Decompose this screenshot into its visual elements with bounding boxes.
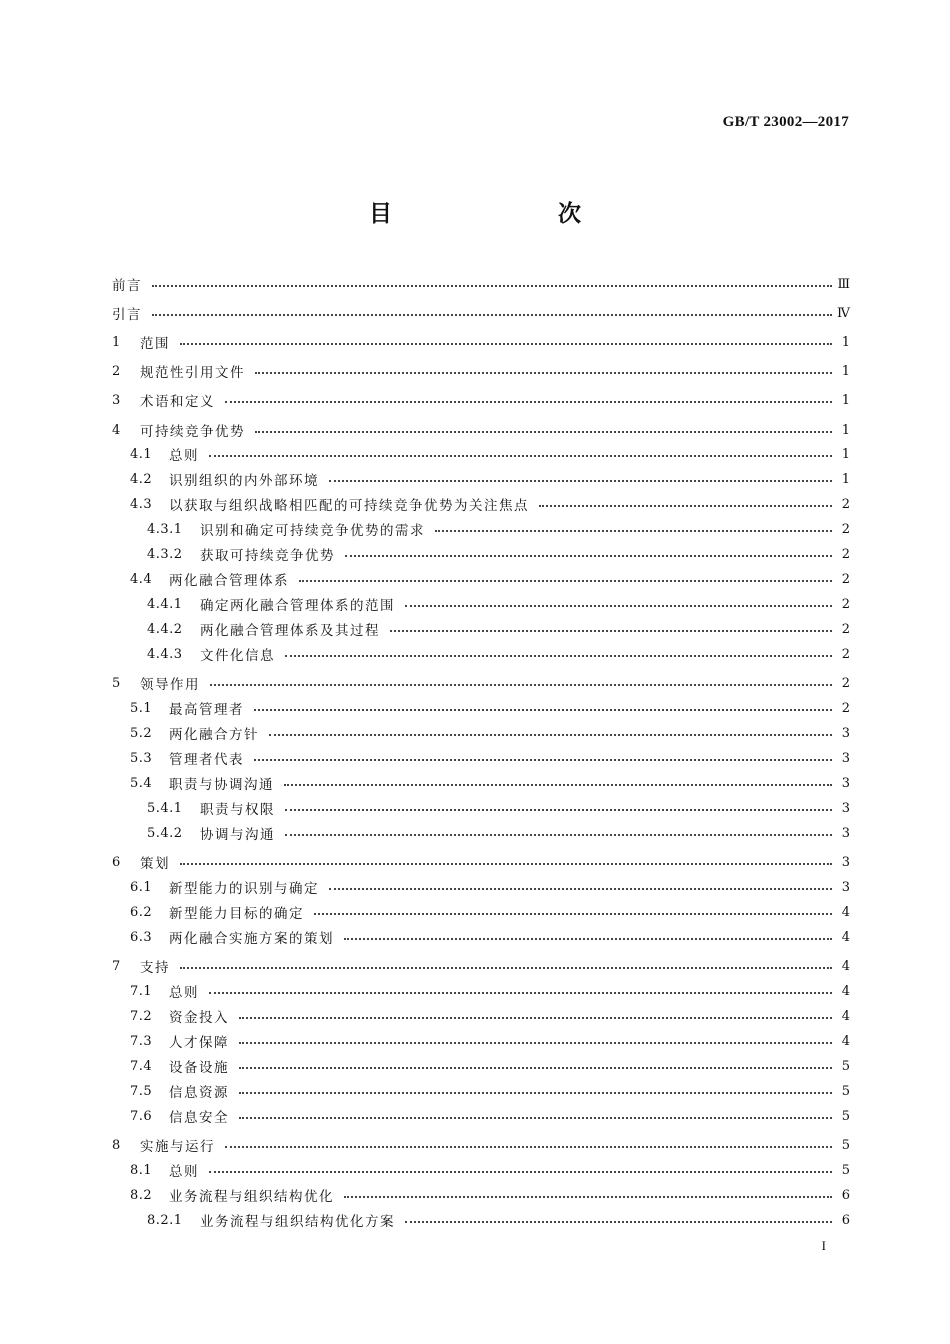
- footer-page-number: I: [821, 1238, 826, 1253]
- toc-leader-dots: [152, 314, 832, 316]
- toc-leader-dots: [239, 1067, 832, 1069]
- toc-entry-label: 管理者代表: [169, 752, 244, 768]
- toc-entry-label: 可持续竞争优势: [140, 424, 245, 440]
- toc-entry[interactable]: [112, 723, 850, 743]
- toc-entry-number: 5.1: [130, 700, 153, 716]
- toc-entry-number: 8.1: [130, 1162, 153, 1178]
- toc-entry-label: 协调与沟通: [200, 827, 275, 843]
- toc-entry-label: 信息资源: [169, 1085, 229, 1101]
- toc-entry-page: 5: [841, 1058, 850, 1074]
- toc-leader-dots: [152, 285, 832, 287]
- toc-entry[interactable]: [112, 1160, 850, 1180]
- toc-entry-number: 4.3: [130, 496, 153, 512]
- toc-entry-number: 4.4: [130, 571, 153, 587]
- toc-entry[interactable]: [112, 1210, 850, 1230]
- toc-leader-dots: [225, 401, 832, 403]
- toc-entry-page: Ⅲ: [837, 276, 850, 292]
- toc-leader-dots: [405, 1221, 832, 1223]
- toc-entry-page: 2: [841, 546, 850, 562]
- toc-entry-number: 3: [112, 392, 121, 408]
- toc-entry[interactable]: [112, 390, 850, 410]
- toc-entry-number: 5.4: [130, 775, 153, 791]
- toc-leader-dots: [255, 431, 832, 433]
- toc-entry[interactable]: [112, 748, 850, 768]
- toc-leader-dots: [405, 605, 832, 607]
- toc-entry-page: 1: [841, 363, 850, 379]
- toc-entry-page: 4: [841, 904, 850, 920]
- toc-leader-dots: [539, 505, 832, 507]
- toc-entry[interactable]: [112, 798, 850, 818]
- toc-leader-dots: [435, 530, 832, 532]
- toc-entry-number: 4.4.2: [147, 621, 183, 637]
- toc-entry-number: 2: [112, 363, 121, 379]
- toc-entry-page: 3: [841, 725, 850, 741]
- toc-entry[interactable]: [112, 361, 850, 381]
- toc-entry-label: 获取可持续竞争优势: [200, 548, 335, 564]
- toc-entry[interactable]: [112, 303, 850, 323]
- toc-entry[interactable]: [112, 332, 850, 352]
- toc-leader-dots: [269, 734, 832, 736]
- toc-entry[interactable]: [112, 1135, 850, 1155]
- toc-entry-page: 6: [841, 1187, 850, 1203]
- toc-entry-label: 新型能力的识别与确定: [169, 881, 319, 897]
- toc-entry-page: 3: [841, 750, 850, 766]
- toc-entry[interactable]: [112, 981, 850, 1001]
- toc-entry-page: 2: [841, 646, 850, 662]
- toc-entry-page: 2: [841, 521, 850, 537]
- toc-entry-page: 2: [841, 496, 850, 512]
- toc-entry-page: 2: [841, 700, 850, 716]
- toc-entry-number: 7.3: [130, 1033, 153, 1049]
- toc-leader-dots: [390, 630, 832, 632]
- toc-leader-dots: [180, 863, 832, 865]
- toc-leader-dots: [299, 580, 832, 582]
- toc-entry[interactable]: [112, 469, 850, 489]
- toc-entry-page: 1: [841, 422, 850, 438]
- toc-entry[interactable]: [112, 927, 850, 947]
- toc-leader-dots: [285, 834, 832, 836]
- toc-entry-number: 5.3: [130, 750, 153, 766]
- toc-entry-number: 4.4.1: [147, 596, 183, 612]
- toc-entry[interactable]: [112, 673, 850, 693]
- toc-leader-dots: [284, 784, 832, 786]
- toc-entry-label: 两化融合方针: [169, 727, 259, 743]
- toc-leader-dots: [239, 1017, 832, 1019]
- toc-entry[interactable]: [112, 594, 850, 614]
- toc-leader-dots: [314, 913, 832, 915]
- toc-entry-number: 4.2: [130, 471, 153, 487]
- toc-leader-dots: [285, 809, 832, 811]
- toc-entry-label: 职责与权限: [200, 802, 275, 818]
- toc-entry-page: 5: [841, 1083, 850, 1099]
- toc-entry-page: 5: [841, 1108, 850, 1124]
- toc-entry-number: 7.2: [130, 1008, 153, 1024]
- toc-entry-page: 5: [841, 1137, 850, 1153]
- toc-entry[interactable]: [112, 1185, 850, 1205]
- toc-entry[interactable]: [112, 823, 850, 843]
- toc-leader-dots: [210, 684, 832, 686]
- toc-leader-dots: [239, 1042, 832, 1044]
- toc-leader-dots: [255, 372, 832, 374]
- toc-leader-dots: [254, 759, 832, 761]
- toc-entry-label: 实施与运行: [140, 1139, 215, 1155]
- toc-entry[interactable]: [112, 1006, 850, 1026]
- toc-entry[interactable]: [112, 1031, 850, 1051]
- toc-entry-number: 4: [112, 422, 121, 438]
- toc-entry-label: 两化融合管理体系: [169, 573, 289, 589]
- toc-entry-label: 两化融合实施方案的策划: [169, 931, 334, 947]
- toc-entry-label: 规范性引用文件: [140, 365, 245, 381]
- toc-entry[interactable]: [112, 444, 850, 464]
- toc-entry-number: 7.6: [130, 1108, 153, 1124]
- toc-entry-label: 信息安全: [169, 1110, 229, 1126]
- toc-leader-dots: [285, 655, 832, 657]
- toc-entry-label: 两化融合管理体系及其过程: [200, 623, 380, 639]
- standard-code: GB/T 23002—2017: [722, 114, 849, 130]
- toc-entry-page: 4: [841, 1008, 850, 1024]
- toc-entry-number: 4.1: [130, 446, 153, 462]
- toc-entry[interactable]: [112, 494, 850, 514]
- toc-entry-page: Ⅳ: [837, 305, 850, 321]
- toc-entry-page: 4: [841, 1033, 850, 1049]
- toc-entry-label: 确定两化融合管理体系的范围: [200, 598, 395, 614]
- toc-entry[interactable]: [112, 1056, 850, 1076]
- toc-entry-label: 职责与协调沟通: [169, 777, 274, 793]
- toc-entry[interactable]: [112, 1106, 850, 1126]
- toc-entry-page: 2: [841, 571, 850, 587]
- toc-leader-dots: [329, 480, 832, 482]
- toc-entry-page: 1: [841, 334, 850, 350]
- toc-entry-number: 8.2.1: [147, 1212, 183, 1228]
- toc-entry-page: 1: [841, 392, 850, 408]
- toc-entry[interactable]: [112, 902, 850, 922]
- toc-entry-number: 7.1: [130, 983, 153, 999]
- toc-entry[interactable]: [112, 644, 850, 664]
- toc-entry-page: 4: [841, 929, 850, 945]
- toc-entry-label: 总则: [169, 448, 199, 464]
- toc-entry-label: 术语和定义: [140, 394, 215, 410]
- toc-entry[interactable]: [112, 698, 850, 718]
- toc-entry-page: 4: [841, 983, 850, 999]
- toc-entry-number: 5.2: [130, 725, 153, 741]
- toc-leader-dots: [209, 992, 832, 994]
- toc-entry-page: 6: [841, 1212, 850, 1228]
- toc-entry-label: 策划: [140, 856, 170, 872]
- toc-entry[interactable]: [112, 519, 850, 539]
- toc-entry-page: 4: [841, 958, 850, 974]
- toc-entry[interactable]: [112, 1081, 850, 1101]
- toc-entry-number: 7.5: [130, 1083, 153, 1099]
- toc-entry-label: 以获取与组织战略相匹配的可持续竞争优势为关注焦点: [169, 498, 529, 514]
- toc-leader-dots: [209, 455, 832, 457]
- toc-leader-dots: [239, 1117, 832, 1119]
- toc-entry-number: 6.1: [130, 879, 153, 895]
- toc-leader-dots: [344, 1196, 832, 1198]
- toc-leader-dots: [345, 555, 832, 557]
- page-title: 目 次: [369, 201, 621, 227]
- toc-leader-dots: [225, 1146, 832, 1148]
- toc-entry[interactable]: [112, 544, 850, 564]
- toc-entry-label: 范围: [140, 336, 170, 352]
- toc-entry-label: 业务流程与组织结构优化: [169, 1189, 334, 1205]
- toc-entry[interactable]: [112, 569, 850, 589]
- toc-entry-label: 资金投入: [169, 1010, 229, 1026]
- toc-entry-number: 8: [112, 1137, 121, 1153]
- toc-entry-label: 总则: [169, 985, 199, 1001]
- toc-entry-page: 2: [841, 596, 850, 612]
- toc-entry-number: 6.3: [130, 929, 153, 945]
- toc-entry[interactable]: [112, 274, 850, 294]
- toc-entry-number: 4.4.3: [147, 646, 183, 662]
- toc-entry-number: 7: [112, 958, 121, 974]
- toc-leader-dots: [180, 343, 832, 345]
- toc-leader-dots: [209, 1171, 832, 1173]
- toc-leader-dots: [180, 967, 832, 969]
- toc-entry-number: 5.4.1: [147, 800, 183, 816]
- toc-entry-number: 4.3.2: [147, 546, 183, 562]
- toc-entry-label: 领导作用: [140, 677, 200, 693]
- toc-entry-page: 3: [841, 775, 850, 791]
- toc-entry-label: 引言: [112, 307, 142, 323]
- toc-entry-label: 前言: [112, 278, 142, 294]
- toc-entry-page: 3: [841, 879, 850, 895]
- toc-entry-number: 5.4.2: [147, 825, 183, 841]
- toc-entry-number: 1: [112, 334, 121, 350]
- toc-entry[interactable]: [112, 877, 850, 897]
- toc-entry-page: 3: [841, 825, 850, 841]
- toc-entry[interactable]: [112, 420, 850, 440]
- toc-entry[interactable]: [112, 956, 850, 976]
- toc-entry-number: 6.2: [130, 904, 153, 920]
- toc-entry-label: 识别组织的内外部环境: [169, 473, 319, 489]
- toc-entry-page: 3: [841, 800, 850, 816]
- toc-entry-number: 8.2: [130, 1187, 153, 1203]
- toc-entry-number: 6: [112, 854, 121, 870]
- toc-leader-dots: [239, 1092, 832, 1094]
- toc-entry-label: 识别和确定可持续竞争优势的需求: [200, 523, 425, 539]
- toc-entry-label: 支持: [140, 960, 170, 976]
- toc-entry[interactable]: [112, 773, 850, 793]
- toc-entry-page: 1: [841, 446, 850, 462]
- toc-entry-page: 2: [841, 675, 850, 691]
- toc-entry-page: 3: [841, 854, 850, 870]
- toc-entry-label: 业务流程与组织结构优化方案: [200, 1214, 395, 1230]
- toc-entry-label: 总则: [169, 1164, 199, 1180]
- toc-leader-dots: [329, 888, 832, 890]
- toc-entry-page: 1: [841, 471, 850, 487]
- toc-entry[interactable]: [112, 619, 850, 639]
- toc-leader-dots: [344, 938, 832, 940]
- toc-entry-number: 5: [112, 675, 121, 691]
- toc-entry-page: 5: [841, 1162, 850, 1178]
- toc-entry-label: 文件化信息: [200, 648, 275, 664]
- toc-entry-number: 4.3.1: [147, 521, 183, 537]
- toc-leader-dots: [254, 709, 832, 711]
- toc-entry-page: 2: [841, 621, 850, 637]
- toc-entry-number: 7.4: [130, 1058, 153, 1074]
- toc-entry-label: 人才保障: [169, 1035, 229, 1051]
- toc-entry[interactable]: [112, 852, 850, 872]
- toc-entry-label: 最高管理者: [169, 702, 244, 718]
- toc-entry-label: 新型能力目标的确定: [169, 906, 304, 922]
- toc-entry-label: 设备设施: [169, 1060, 229, 1076]
